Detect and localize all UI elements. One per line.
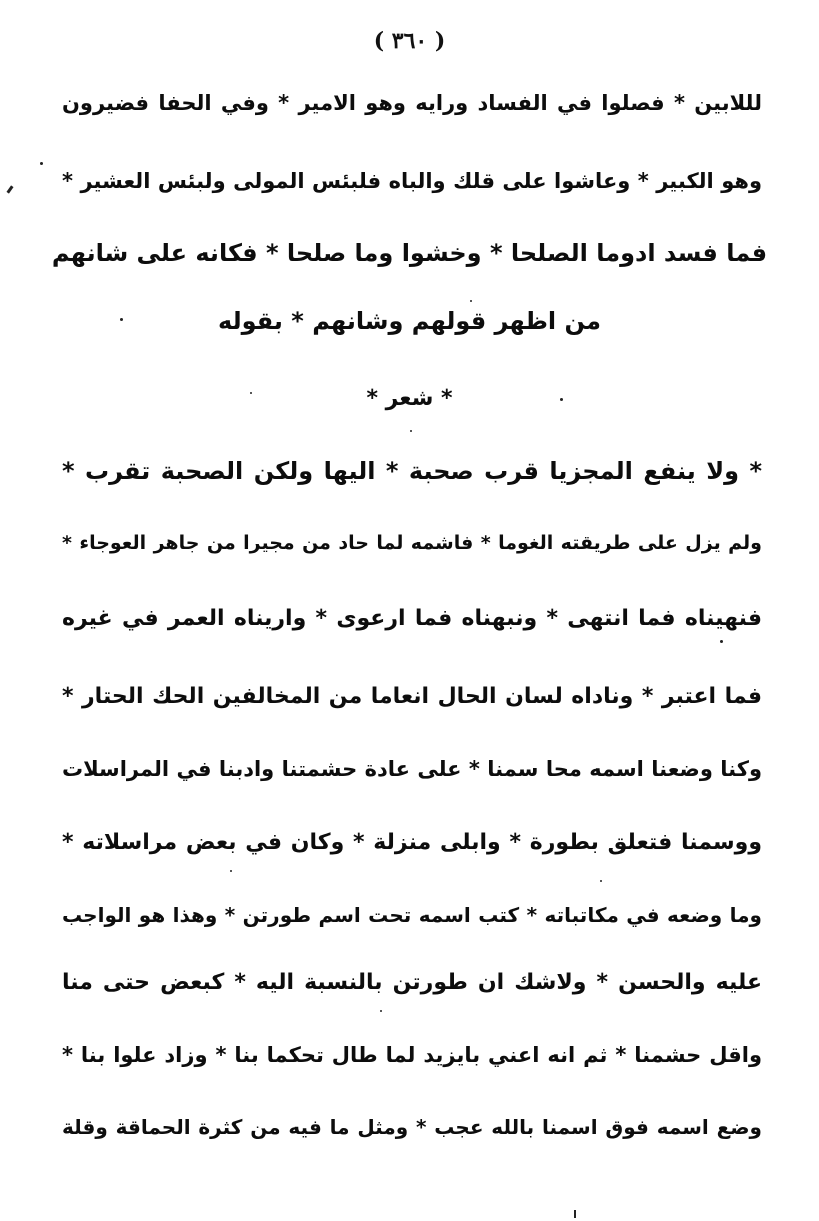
scan-speck [560,398,563,401]
text-line-10: وما وضعه في مكاتباته * كتب اسمه تحت اسم طورتن * وهذا هو الواجب [62,903,762,927]
scan-speck [470,300,472,302]
text-line-2: وهو الكبير * وعاشوا على قلك والباه فلبئس المولى ولبئس العشير * [62,169,762,193]
text-line-11: عليه والحسن * ولاشك ان طورتن بالنسبة اليه * كبعض حتى منا [62,970,762,995]
text-line-7: فما اعتبر * وناداه لسان الحال انعاما من المخالفين الحك الحتار * [62,684,762,709]
poem-heading: * شعر * [366,386,453,411]
page-number: ( ٣٦٠ ) [373,28,446,54]
text-line-1: لللابين * فصلوا في الفساد ورايه وهو الامير * وفي الحفا فضيرون [62,91,762,115]
scan-speck [40,162,43,165]
text-line-3: فما فسد ادوما الصلحا * وخشوا وما صلحا * فكانه على شانهم [51,239,768,267]
scan-speck [380,1010,382,1012]
scan-speck [250,392,252,394]
text-line-4: من اظهر قولهم وشانهم * بقوله [218,307,601,335]
scan-mark [6,185,13,193]
scan-speck [120,318,123,321]
scan-speck [410,430,412,432]
text-line-13: وضع اسمه فوق اسمنا بالله عجب * ومثل ما فيه من كثرة الحماقة وقلة [62,1115,762,1139]
scan-mark [574,1210,576,1218]
text-line-6: فنهيناه فما انتهى * ونبهناه فما ارعوى * واريناه العمر في غيره [62,606,762,631]
scan-speck [230,870,232,872]
scan-speck [720,640,723,643]
scan-speck [600,880,602,882]
text-line-5: ولم يزل على طريقته الغوما * فاشمه لما حاد من مجيرا من جاهر العوجاء * [62,532,762,554]
verse-line: * ولا ينفع المجزيا قرب صحبة * اليها ولكن الصحبة تقرب * [62,457,762,485]
text-line-9: ووسمنا فتعلق بطورة * وابلى منزلة * وكان في بعض مراسلاته * [62,830,762,855]
text-line-12: واقل حشمنا * ثم انه اعني بايزيد لما طال تحكما بنا * وزاد علوا بنا * [62,1043,762,1067]
text-line-8: وكنا وضعنا اسمه محا سمنا * على عادة حشمتنا وادبنا في المراسلات [62,757,762,781]
